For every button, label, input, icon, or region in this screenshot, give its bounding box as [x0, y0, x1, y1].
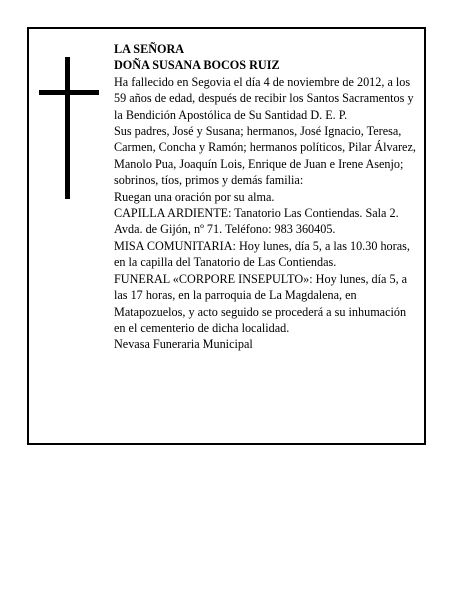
cross-icon	[39, 57, 99, 199]
wake-details: CAPILLA ARDIENTE: Tanatorio Las Contiendas. Sala 2. Avda. de Gijón, nº 71. Teléfono: 983 360405.	[114, 206, 399, 237]
mass-details: MISA COMUNITARIA: Hoy lunes, día 5, a las 10.30 horas, en la capilla del Tanatorio de Las Contiendas.	[114, 238, 410, 270]
notice-text	[114, 41, 419, 353]
cross-vertical-bar	[65, 57, 70, 199]
prayer-request: Ruegan una oración por su alma.	[114, 189, 275, 204]
obituary-notice	[27, 27, 426, 445]
funeral-details: FUNERAL «CORPORE INSEPULTO»: Hoy lunes, día 5, a las 17 horas, en la parroquia de La Magdalena, en Matapozuelos, y acto seguido se procederá a su inhumación en el cementerio de dicha localidad.	[114, 271, 408, 335]
cross-horizontal-bar	[39, 90, 99, 95]
family-list: Sus padres, José y Susana; hermanos, José Ignacio, Teresa, Carmen, Concha y Ramón; hermanos políticos, Pilar Álvarez, Manolo Pua, Joaquín Lois, Enrique de Juan e Irene Asenjo; sobrinos, tíos, primos y demás familia:	[114, 124, 416, 188]
death-announcement: Ha fallecido en Segovia el día 4 de noviembre de 2012, a los 59 años de edad, después de recibir los Santos Sacramentos y la Bendición Apostólica de Su Santidad D. E. P.	[114, 74, 414, 122]
funeral-home: Nevasa Funeraria Municipal	[114, 337, 253, 352]
deceased-name: DOÑA SUSANA BOCOS RUIZ	[114, 58, 280, 73]
notice-title: LA SEÑORA	[114, 42, 185, 56]
